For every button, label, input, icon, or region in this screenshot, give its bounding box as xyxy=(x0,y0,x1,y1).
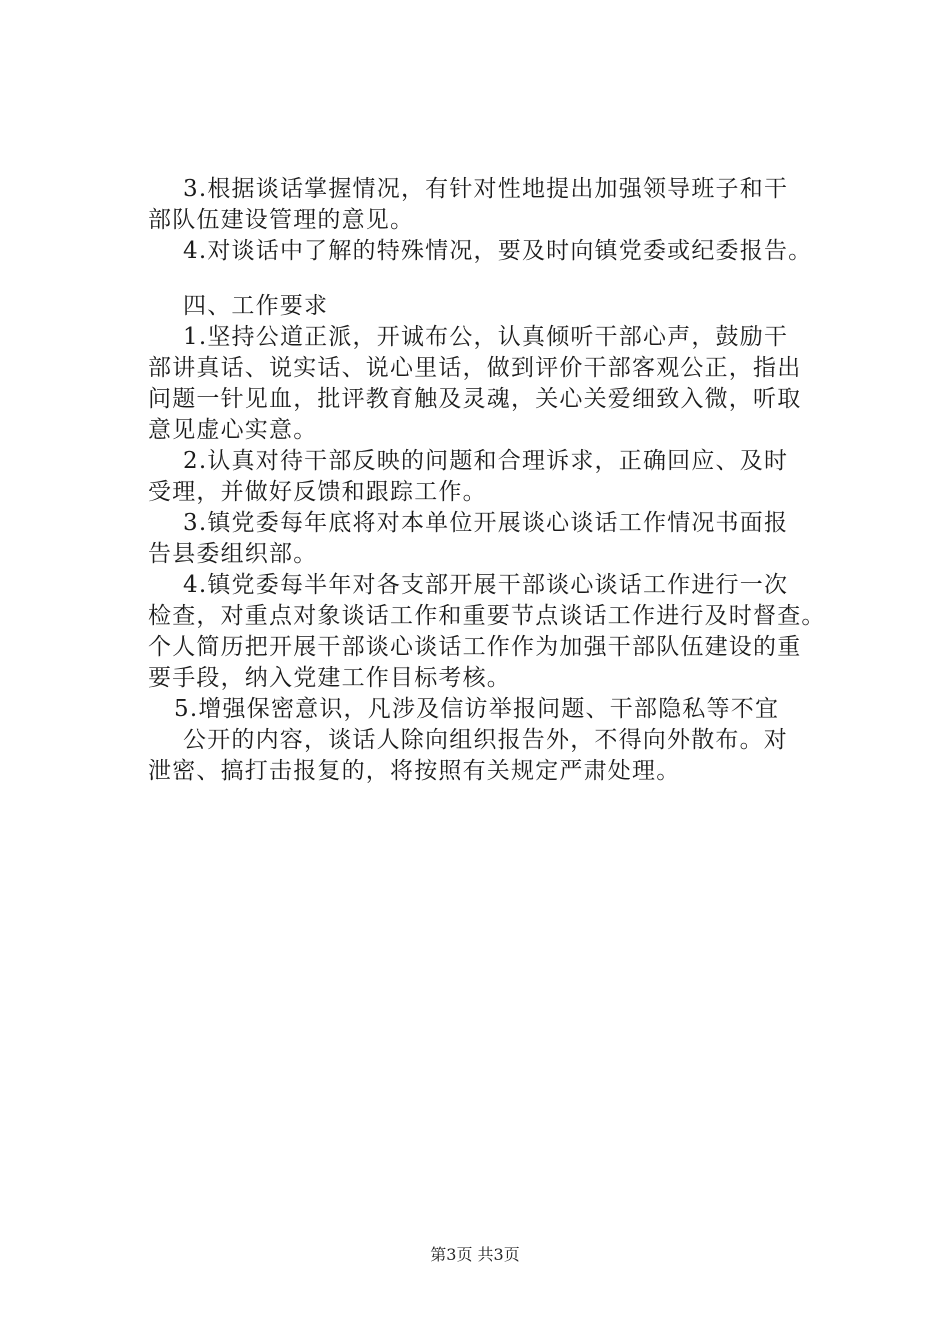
paragraph-line: 受理，并做好反馈和跟踪工作。 xyxy=(148,479,487,505)
paragraph-line: 问题一针见血，批评教育触及灵魂，关心关爱细致入微，听取 xyxy=(148,386,802,412)
paragraph-line: 个人简历把开展干部谈心谈话工作作为加强干部队伍建设的重 xyxy=(148,634,802,660)
page-number-footer: 第3页 共3页 xyxy=(430,1245,520,1264)
paragraph-line: 3.镇党委每年底将对本单位开展谈心谈话工作情况书面报 xyxy=(183,510,789,536)
paragraph-line: 泄密、搞打击报复的，将按照有关规定严肃处理。 xyxy=(148,758,681,784)
document-body xyxy=(148,174,848,787)
paragraph-line: 部讲真话、说实话、说心里话，做到评价干部客观公正，指出 xyxy=(148,355,802,381)
paragraph-line: 1.坚持公道正派，开诚布公，认真倾听干部心声，鼓励干 xyxy=(183,324,789,350)
paragraph-line: 3.根据谈话掌握情况，有针对性地提出加强领导班子和干 xyxy=(183,176,789,202)
paragraph-line: 部队伍建设管理的意见。 xyxy=(148,207,415,233)
paragraph-line: 4.对谈话中了解的特殊情况，要及时向镇党委或纪委报告。 xyxy=(183,238,813,264)
paragraph-line: 告县委组织部。 xyxy=(148,541,318,567)
paragraph-line: 公开的内容，谈话人除向组织报告外，不得向外散布。对 xyxy=(183,727,788,753)
paragraph-line: 4.镇党委每半年对各支部开展干部谈心谈话工作进行一次 xyxy=(183,572,789,598)
paragraph-line: 意见虚心实意。 xyxy=(148,417,318,443)
paragraph-gap xyxy=(148,267,848,291)
section-heading: 四、工作要求 xyxy=(183,293,329,319)
paragraph-line: 要手段，纳入党建工作目标考核。 xyxy=(148,665,511,691)
paragraph-line: 检查，对重点对象谈话工作和重要节点谈话工作进行及时督查。 xyxy=(148,603,826,629)
paragraph-line: 5.增强保密意识，凡涉及信访举报问题、干部隐私等不宜 xyxy=(174,696,780,722)
paragraph-line: 2.认真对待干部反映的问题和合理诉求，正确回应、及时 xyxy=(183,448,789,474)
